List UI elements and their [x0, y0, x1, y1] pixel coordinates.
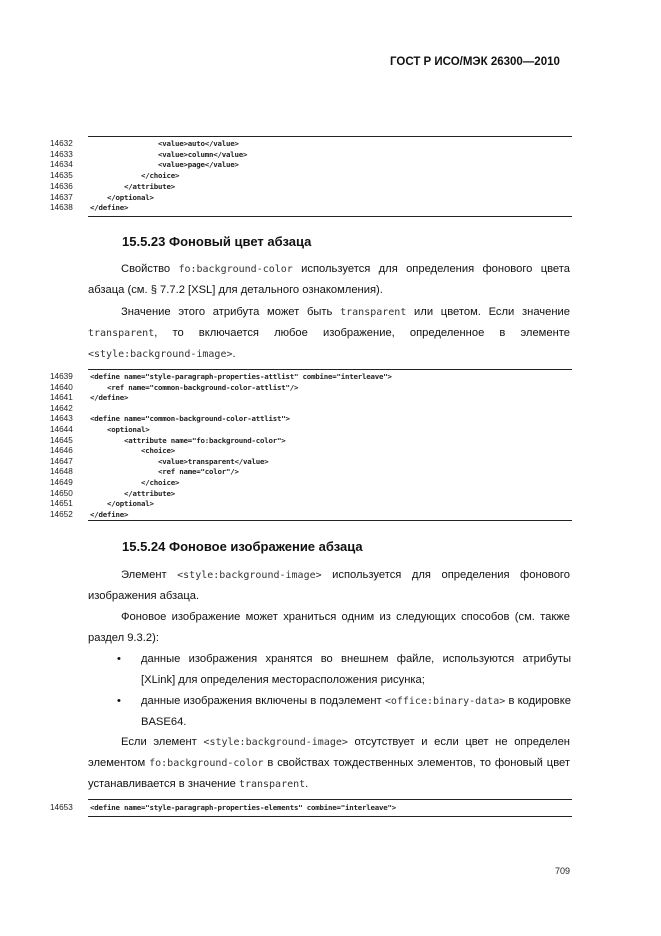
code-rule-top — [88, 369, 572, 370]
code-line: <ref name="color"/> — [90, 467, 239, 477]
paragraph: Значение этого атрибута может быть transparent или цветом. Если значение transparent, то включается любое изображение, определенное в элементе <style:background-image>. — [88, 306, 570, 360]
section-heading-15-5-24: 15.5.24 Фоновое изображение абзаца — [122, 539, 363, 554]
inline-code: fo:background-color — [178, 264, 293, 275]
line-number: 14645 — [50, 435, 73, 445]
line-number: 14633 — [50, 149, 73, 159]
section-heading-15-5-23: 15.5.23 Фоновый цвет абзаца — [122, 234, 312, 249]
code-line: <optional> — [90, 424, 150, 434]
line-numbers — [50, 372, 73, 520]
line-number: 14635 — [50, 171, 73, 181]
line-numbers — [50, 139, 73, 214]
code-line: <value>transparent</value> — [90, 456, 269, 466]
line-number: 14639 — [50, 372, 73, 381]
paragraph: Свойство fo:background-color используется для определения фонового цвета абзаца (см. § 7.7.2 [XSL] для детального ознакомления). — [88, 263, 571, 296]
line-number: 14643 — [50, 414, 73, 424]
line-number: 14637 — [50, 192, 73, 202]
line-number: 14647 — [50, 456, 73, 466]
page-number: 709 — [555, 866, 571, 876]
code-line: <value>column</value> — [90, 149, 248, 159]
code-line: <define name="style-paragraph-properties-attlist" combine="interleave"> — [90, 372, 392, 381]
paragraph: Фоновое изображение может храниться одним из следующих способов (см. также раздел 9.3.2): — [88, 611, 570, 644]
document-header: ГОСТ Р ИСО/МЭК 26300—2010 — [390, 56, 560, 68]
code-lines — [90, 803, 396, 814]
code-lines — [90, 139, 247, 214]
line-number: 14638 — [50, 203, 73, 213]
code-line: </optional> — [90, 192, 154, 202]
line-number: 14636 — [50, 181, 73, 191]
line-number: 14640 — [50, 382, 73, 392]
code-line: </define> — [90, 203, 129, 213]
code-line: </choice> — [90, 171, 180, 181]
line-number: 14644 — [50, 424, 73, 434]
inline-code: transparent — [238, 779, 306, 790]
code-line: <attribute name="fo:background-color"> — [90, 435, 286, 445]
paragraph: Если элемент <style:background-image> отсутствует и если цвет не определен элементом fo:background-color в свойствах тождественных элементов, то фоновый цвет устанавливается в значение transparent. — [88, 736, 570, 790]
code-line: <value>auto</value> — [90, 139, 239, 148]
code-line — [90, 404, 392, 415]
code-line: </optional> — [90, 499, 154, 509]
line-number: 14649 — [50, 477, 73, 487]
inline-code: <style:background-image> — [203, 737, 348, 748]
inline-code: fo:background-color — [149, 758, 264, 769]
line-number: 14648 — [50, 467, 73, 477]
inline-code: transparent — [340, 307, 407, 318]
code-line: </attribute> — [90, 181, 175, 191]
code-line: </attribute> — [90, 488, 175, 498]
line-number: 14634 — [50, 160, 73, 170]
line-number: 14642 — [50, 403, 73, 413]
code-rule-bottom — [88, 520, 572, 521]
code-line: </define> — [90, 509, 129, 519]
code-rule-bottom — [88, 216, 572, 217]
line-number: 14650 — [50, 488, 73, 498]
line-number: 14632 — [50, 139, 73, 148]
code-line: <value>page</value> — [90, 160, 239, 170]
line-numbers — [50, 803, 73, 814]
bullet-icon: • — [117, 695, 121, 707]
inline-code: <style:background-image> — [177, 570, 322, 581]
code-rule-top — [88, 799, 572, 800]
line-number: 14646 — [50, 446, 73, 456]
code-line: </define> — [90, 393, 129, 403]
code-rule-bottom — [88, 816, 572, 817]
line-number: 14641 — [50, 393, 73, 403]
line-number: 14652 — [50, 509, 73, 519]
code-line: <ref name="common-background-color-attlist"/> — [90, 382, 299, 392]
inline-code: <office:binary-data> — [384, 696, 506, 707]
code-rule-top — [88, 136, 572, 137]
code-lines — [90, 372, 392, 520]
line-number: 14653 — [50, 803, 73, 812]
code-line: <choice> — [90, 446, 175, 456]
line-number: 14651 — [50, 499, 73, 509]
code-line: </choice> — [90, 477, 180, 487]
inline-code: <style:background-image> — [88, 349, 233, 360]
code-line: <define name="common-background-color-attlist"> — [90, 414, 290, 424]
paragraph: Элемент <style:background-image> используется для определения фонового изображения абзаца. — [88, 569, 570, 602]
inline-code: transparent — [88, 328, 155, 339]
bullet-icon: • — [117, 653, 121, 665]
code-line: <define name="style-paragraph-properties-elements" combine="interleave"> — [90, 803, 396, 812]
